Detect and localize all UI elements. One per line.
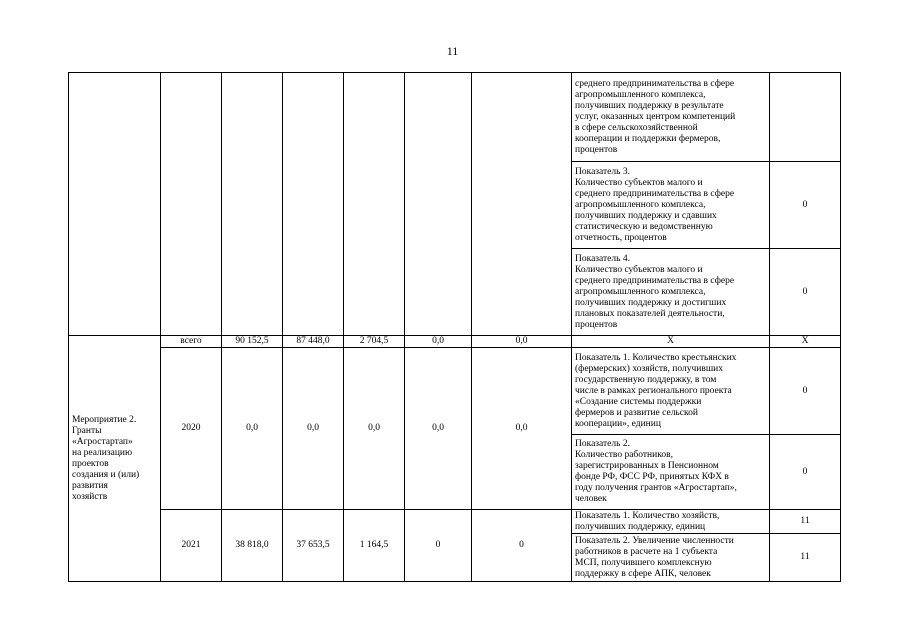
cell-total	[222, 73, 283, 336]
table-row	[69, 510, 841, 534]
cell-regional	[344, 73, 405, 336]
cell-other: 0	[472, 510, 572, 582]
cell-federal	[283, 73, 344, 336]
cell-local: 0	[405, 510, 472, 582]
page-number: 11	[446, 44, 459, 58]
indicator-text: Показатель 2. Количество работников, зарегистрированных в Пенсионном фонде РФ, ФСС РФ, принятых КФХ в году получения грантов «Агростартап», человек	[572, 435, 770, 510]
indicator-value: 0	[770, 249, 841, 336]
cell-year	[161, 73, 222, 336]
cell-other	[472, 73, 572, 336]
indicator-value: 11	[770, 534, 841, 582]
cell-regional: 1 164,5	[344, 510, 405, 582]
indicator-text: Показатель 4. Количество субъектов малого и среднего предпринимательства в сфере агропромышленного комплекса, получивших поддержку и достигших плановых показателей деятельности, процентов	[572, 249, 770, 336]
indicator-value: 0	[770, 162, 841, 249]
cell-year: 2021	[161, 510, 222, 582]
cell-federal: 37 653,5	[283, 510, 344, 582]
cell-local: 0,0	[405, 336, 472, 348]
indicator-text: Показатель 3. Количество субъектов малого и среднего предпринимательства в сфере агропромышленного комплекса, получивших поддержку и сдавших статистическую и ведомственную отчетность, процентов	[572, 162, 770, 249]
cell-other: 0,0	[472, 336, 572, 348]
table-row	[69, 348, 841, 435]
cell-federal: 87 448,0	[283, 336, 344, 348]
indicator-value	[770, 73, 841, 162]
indicator-text: среднего предпринимательства в сфере агропромышленного комплекса, получивших поддержку в результате услуг, оказанных центром компетенций в сфере сельскохозяйственной кооперации и поддержки фермеров, процентов	[572, 73, 770, 162]
indicator-value: 0	[770, 348, 841, 435]
cell-total: 38 818,0	[222, 510, 283, 582]
program-table	[68, 72, 841, 582]
indicator-value: 11	[770, 510, 841, 534]
cell-total: 90 152,5	[222, 336, 283, 348]
cell-year: 2020	[161, 348, 222, 510]
row-label: всего	[161, 336, 222, 348]
table-row	[69, 336, 841, 348]
indicator-value: 0	[770, 435, 841, 510]
cell-federal: 0,0	[283, 348, 344, 510]
cell-local	[405, 73, 472, 336]
indicator-value: Х	[770, 336, 841, 348]
indicator-text: Показатель 2. Увеличение численности работников в расчете на 1 субъекта МСП, получившего комплексную поддержку в сфере АПК, человек	[572, 534, 770, 582]
cell-other: 0,0	[472, 348, 572, 510]
cell-total: 0,0	[222, 348, 283, 510]
cell-local: 0,0	[405, 348, 472, 510]
cell-regional: 2 704,5	[344, 336, 405, 348]
indicator-text: Х	[572, 336, 770, 348]
event-name-cell	[69, 73, 161, 336]
indicator-text: Показатель 1. Количество хозяйств, получивших поддержку, единиц	[572, 510, 770, 534]
indicator-text: Показатель 1. Количество крестьянских (фермерских) хозяйств, получивших государственную поддержку, в том числе в рамках регионального проекта «Создание системы поддержки фермеров и развитие сельской кооперации», единиц	[572, 348, 770, 435]
event-name: Мероприятие 2. Гранты «Агростартап» на реализацию проектов создания и (или) развития хозяйств	[69, 336, 161, 582]
cell-regional: 0,0	[344, 348, 405, 510]
table-row	[69, 73, 841, 162]
